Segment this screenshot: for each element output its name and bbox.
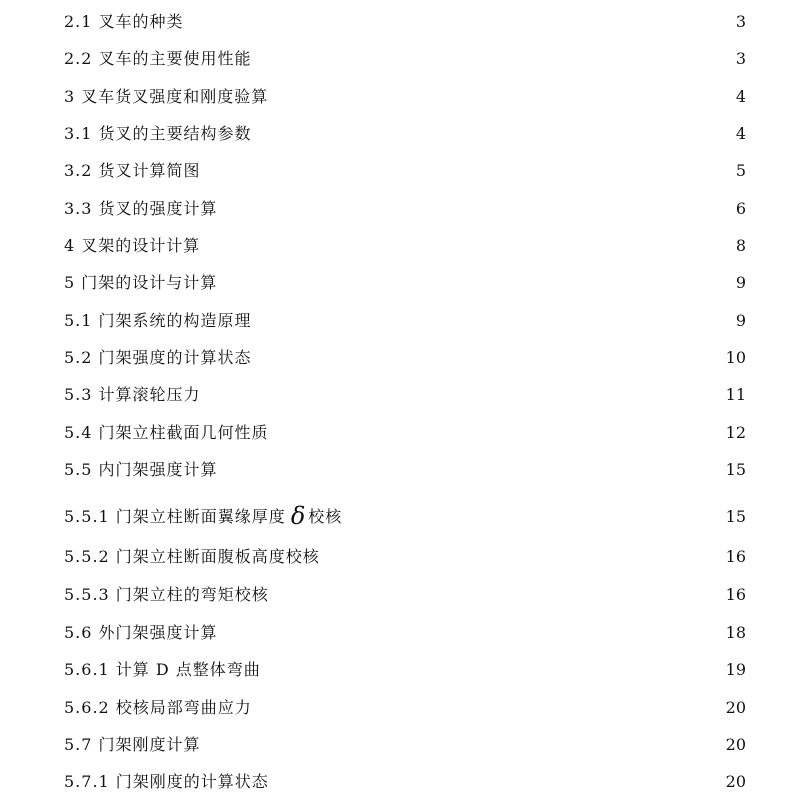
toc-entry-5-4 [64, 419, 746, 447]
toc-leader-dots [202, 731, 725, 759]
toc-entry-page: 16 [725, 547, 746, 566]
toc-entry-5-6 [64, 619, 746, 647]
toc-leader-dots [270, 768, 725, 796]
toc-entry-title: 5.4 门架立柱截面几何性质 [64, 423, 269, 442]
toc-entry-page: 3 [735, 12, 746, 31]
toc-entry-page: 15 [725, 507, 746, 526]
toc-entry-page: 19 [725, 660, 746, 679]
toc-entry-5 [64, 269, 746, 297]
toc-entry-page: 12 [725, 423, 746, 442]
toc-leader-dots [219, 456, 725, 484]
toc-leader-dots [321, 543, 725, 571]
toc-entry-title: 5.3 计算滚轮压力 [64, 385, 201, 404]
toc-entry-title: 5 门架的设计与计算 [64, 273, 218, 292]
toc-entry-5-6-1 [64, 656, 746, 684]
toc-entry-title: 5.5 内门架强度计算 [64, 460, 218, 479]
toc-leader-dots [253, 45, 735, 73]
toc-entry-title: 5.5.1 门架立柱断面翼缘厚度 [64, 507, 286, 526]
toc-entry-title: 3.1 货叉的主要结构参数 [64, 124, 252, 143]
toc-entry-page: 9 [735, 311, 746, 330]
toc-leader-dots [343, 503, 724, 531]
toc-entry-page: 6 [735, 199, 746, 218]
toc-entry-page: 9 [735, 273, 746, 292]
toc-entry-5-5 [64, 456, 746, 484]
toc-entry-title: 4 叉架的设计计算 [64, 236, 201, 255]
toc-entry-5-5-3 [64, 581, 746, 609]
toc-entry-title: 5.7.1 门架刚度的计算状态 [64, 772, 269, 791]
toc-entry-title: 5.5.2 门架立柱断面腹板高度校核 [64, 547, 320, 566]
toc-entry-page: 20 [725, 772, 746, 791]
toc-entry-title: 3.3 货叉的强度计算 [64, 199, 218, 218]
toc-entry-page: 4 [735, 87, 746, 106]
toc-entry-page: 15 [725, 460, 746, 479]
toc-entry-page: 4 [735, 124, 746, 143]
toc-leader-dots [270, 419, 725, 447]
toc-entry-page: 20 [725, 735, 746, 754]
toc-entry-3 [64, 83, 746, 111]
toc-entry-title: 5.6.1 计算 D 点整体弯曲 [64, 660, 261, 679]
toc-entry-4 [64, 232, 746, 260]
toc-leader-dots [269, 83, 735, 111]
toc-entry-3-1 [64, 120, 746, 148]
toc-leader-dots [253, 120, 735, 148]
toc-entry-5-3 [64, 381, 746, 409]
toc-entry-2-1 [64, 8, 746, 36]
toc-entry-5-7 [64, 731, 746, 759]
toc-entry-5-5-1 [64, 503, 746, 531]
toc-entry-title: 3.2 货叉计算简图 [64, 161, 201, 180]
toc-entry-3-3 [64, 195, 746, 223]
toc-leader-dots [219, 195, 735, 223]
toc-leader-dots [253, 694, 725, 722]
toc-entry-page: 20 [725, 698, 746, 717]
toc-entry-title: 2.2 叉车的主要使用性能 [64, 49, 252, 68]
toc-entry-5-5-2 [64, 543, 746, 571]
toc-entry-title: 5.7 门架刚度计算 [64, 735, 201, 754]
toc-entry-page: 11 [725, 385, 746, 404]
toc-entry-5-6-2 [64, 694, 746, 722]
toc-entry-page: 10 [725, 348, 746, 367]
toc-leader-dots [202, 381, 725, 409]
toc-entry-title: 5.2 门架强度的计算状态 [64, 348, 252, 367]
toc-entry-title: 5.6.2 校核局部弯曲应力 [64, 698, 252, 717]
toc-entry-2-2 [64, 45, 746, 73]
toc-entry-title: 5.6 外门架强度计算 [64, 623, 218, 642]
toc-leader-dots [185, 8, 735, 36]
toc-entry-page: 3 [735, 49, 746, 68]
toc-leader-dots [218, 269, 735, 297]
toc-entry-5-1 [64, 307, 746, 335]
toc-entry-title: 5.1 门架系统的构造原理 [64, 311, 252, 330]
toc-entry-5-7-1 [64, 768, 746, 796]
toc-leader-dots [202, 157, 735, 185]
delta-symbol: δ [290, 502, 306, 530]
toc-entry-page: 5 [735, 161, 746, 180]
table-of-contents [64, 0, 746, 795]
toc-entry-title-suffix: 校核 [308, 507, 343, 526]
toc-entry-page: 8 [735, 236, 746, 255]
toc-leader-dots [253, 307, 735, 335]
toc-entry-title: 5.5.3 门架立柱的弯矩校核 [64, 585, 269, 604]
toc-entry-title: 2.1 叉车的种类 [64, 12, 184, 31]
toc-leader-dots [253, 344, 725, 372]
toc-entry-page: 18 [725, 623, 746, 642]
toc-entry-5-2 [64, 344, 746, 372]
toc-entry-page: 16 [725, 585, 746, 604]
toc-leader-dots [270, 581, 725, 609]
toc-leader-dots [219, 619, 725, 647]
toc-leader-dots [201, 232, 735, 260]
toc-leader-dots [262, 656, 725, 684]
toc-entry-title: 3 叉车货叉强度和刚度验算 [64, 87, 269, 106]
toc-entry-3-2 [64, 157, 746, 185]
